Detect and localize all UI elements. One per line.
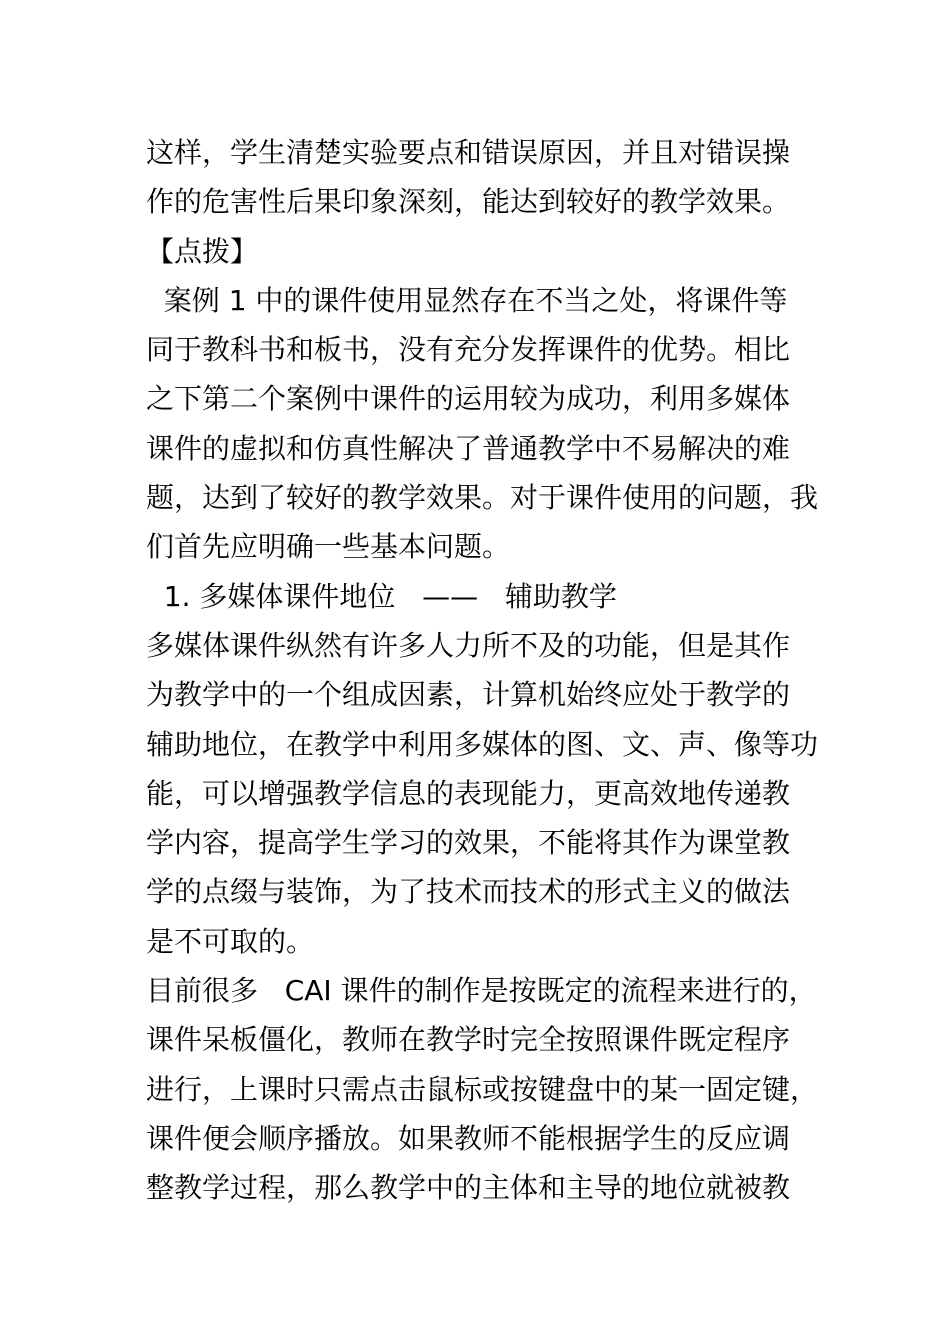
text-line: 之下第二个案例中课件的运用较为成功，利用多媒体 xyxy=(146,382,791,416)
text-line: 课件的虚拟和仿真性解决了普通教学中不易解决的难 xyxy=(146,431,791,465)
text-line: 课件呆板僵化，教师在教学时完全按照课件既定程序 xyxy=(146,1023,791,1057)
text-line: 同于教科书和板书，没有充分发挥课件的优势。相比 xyxy=(146,333,791,367)
text-line: 案例 1 中的课件使用显然存在不当之处，将课件等 xyxy=(146,283,788,317)
text-line: 整教学过程，那么教学中的主体和主导的地位就被教 xyxy=(146,1171,791,1205)
body-text xyxy=(146,128,819,1213)
text-line: 题，达到了较好的教学效果。对于课件使用的问题，我 xyxy=(146,481,819,515)
section-heading: 【点拨】 xyxy=(146,234,259,268)
text-line: 目前很多 CAI 课件的制作是按既定的流程来进行的， xyxy=(146,974,817,1008)
text-line: 学的点缀与装饰，为了技术而技术的形式主义的做法 xyxy=(146,875,791,909)
text-line: 多媒体课件纵然有许多人力所不及的功能，但是其作 xyxy=(146,628,791,662)
text-line: 能，可以增强教学信息的表现能力，更高效地传递教 xyxy=(146,776,791,810)
text-line: 们首先应明确一些基本问题。 xyxy=(146,530,511,564)
text-line: 课件便会顺序播放。如果教师不能根据学生的反应调 xyxy=(146,1121,791,1155)
text-line: 是不可取的。 xyxy=(146,924,315,958)
text-line: 学内容，提高学生学习的效果，不能将其作为课堂教 xyxy=(146,826,791,860)
text-line: 为教学中的一个组成因素，计算机始终应处于教学的 xyxy=(146,678,791,712)
text-line: 辅助地位，在教学中利用多媒体的图、文、声、像等功 xyxy=(146,727,819,761)
subsection-heading: 1. 多媒体课件地位 —— 辅助教学 xyxy=(146,579,617,613)
text-line: 作的危害性后果印象深刻，能达到较好的教学效果。 xyxy=(146,185,791,219)
text-line: 这样，学生清楚实验要点和错误原因，并且对错误操 xyxy=(146,136,791,169)
text-line: 进行，上课时只需点击鼠标或按键盘中的某一固定键， xyxy=(146,1072,819,1106)
